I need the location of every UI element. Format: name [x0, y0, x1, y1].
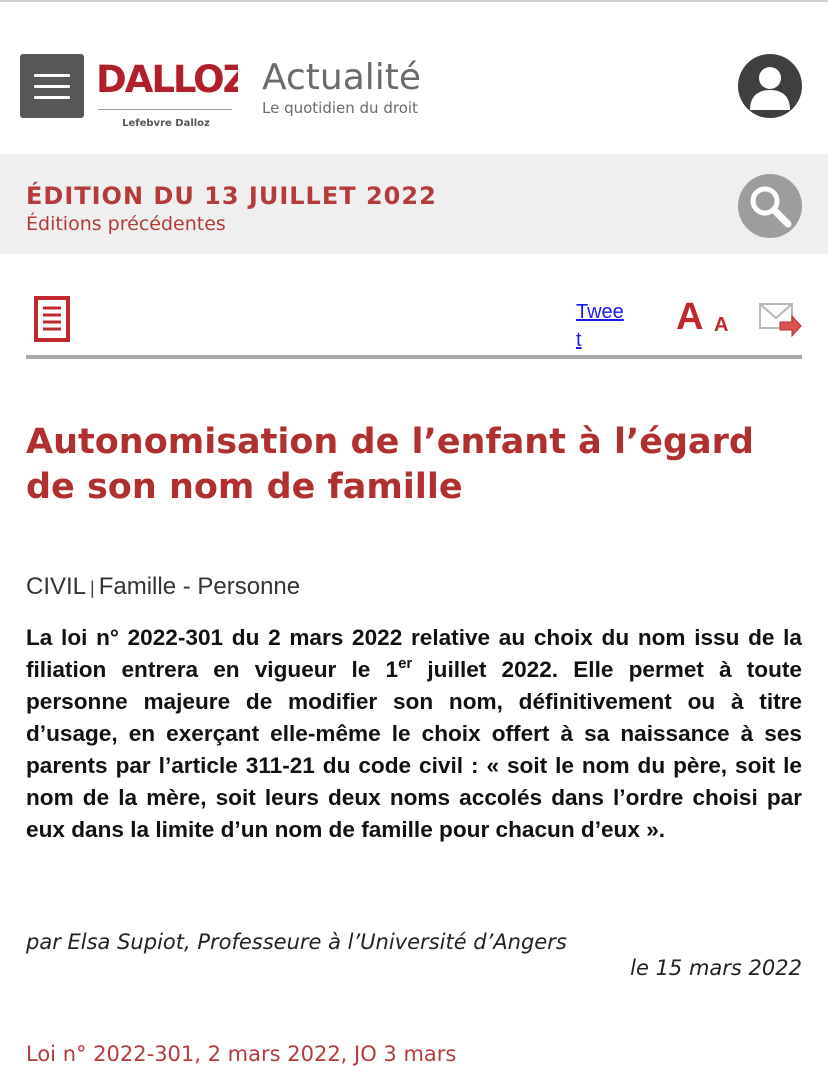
tweet-link[interactable]: Tweet	[576, 301, 624, 351]
lead-text-part-2: juillet 2022. Elle permet à toute personne majeure de modifier son nom, définitivement ou à titre d’usage, en exerçant elle-même le choix offert à sa naissance à ses parents par l’article 311-21 du code civil : « soit le nom du père, soit le nom de la mère, soit leurs deux noms accolés dans l’ordre choisi par eux dans la limite d’un nom de famille pour chacun d’eux ».	[26, 657, 802, 842]
toolbar-divider	[26, 355, 802, 359]
font-size-small-glyph: A	[714, 314, 729, 336]
font-size-icon[interactable]	[676, 296, 736, 338]
logo-divider	[98, 109, 232, 110]
dalloz-logo[interactable]	[96, 54, 238, 136]
article-toolbar	[26, 290, 802, 360]
category-separator: |	[90, 578, 95, 598]
law-reference-link[interactable]: Loi n° 2022-301, 2 mars 2022, JO 3 mars	[26, 1042, 457, 1066]
edition-bar	[0, 154, 828, 254]
previous-editions-link[interactable]: Éditions précédentes	[26, 213, 226, 235]
category-secondary[interactable]: Famille - Personne	[98, 573, 301, 600]
article-byline: par Elsa Supiot, Professeure à l’Université d’Angers	[26, 930, 567, 954]
article-category	[26, 572, 300, 603]
magnifier-glyph	[738, 174, 802, 238]
menu-line	[34, 96, 70, 99]
hamburger-menu-icon[interactable]	[20, 54, 84, 118]
logo-wordmark: DALLOZ	[96, 58, 238, 101]
font-size-large-glyph: A	[676, 296, 704, 338]
document-list-icon[interactable]	[34, 296, 70, 342]
lead-text-part-1: La loi n° 2022-301 du 2 mars 2022 relative au choix du nom issu de la filiation entrera en vigueur le 1	[26, 625, 802, 682]
brand-block[interactable]	[262, 58, 421, 118]
article-lead	[26, 622, 802, 846]
article-title: Autonomisation de l’enfant à l’égard de son nom de famille	[26, 422, 754, 507]
article-date: le 15 mars 2022	[630, 956, 802, 980]
user-silhouette-icon	[738, 54, 802, 118]
envelope-arrow-glyph	[758, 300, 802, 340]
dalloz-logo-mark	[96, 54, 238, 110]
document-glyph	[34, 296, 70, 342]
menu-line	[34, 74, 70, 77]
user-avatar-icon[interactable]	[738, 54, 802, 118]
site-header	[0, 2, 828, 154]
lead-superscript: er	[398, 655, 413, 672]
email-forward-icon[interactable]	[758, 300, 802, 340]
brand-subtitle: Le quotidien du droit	[262, 99, 418, 117]
menu-line	[34, 85, 70, 88]
brand-title: Actualité	[262, 57, 422, 98]
search-icon[interactable]	[738, 174, 802, 238]
category-primary[interactable]: CIVIL	[26, 573, 87, 600]
logo-subtitle: Lefebvre Dalloz	[122, 118, 210, 129]
edition-title: ÉDITION DU 13 JUILLET 2022	[26, 182, 437, 210]
